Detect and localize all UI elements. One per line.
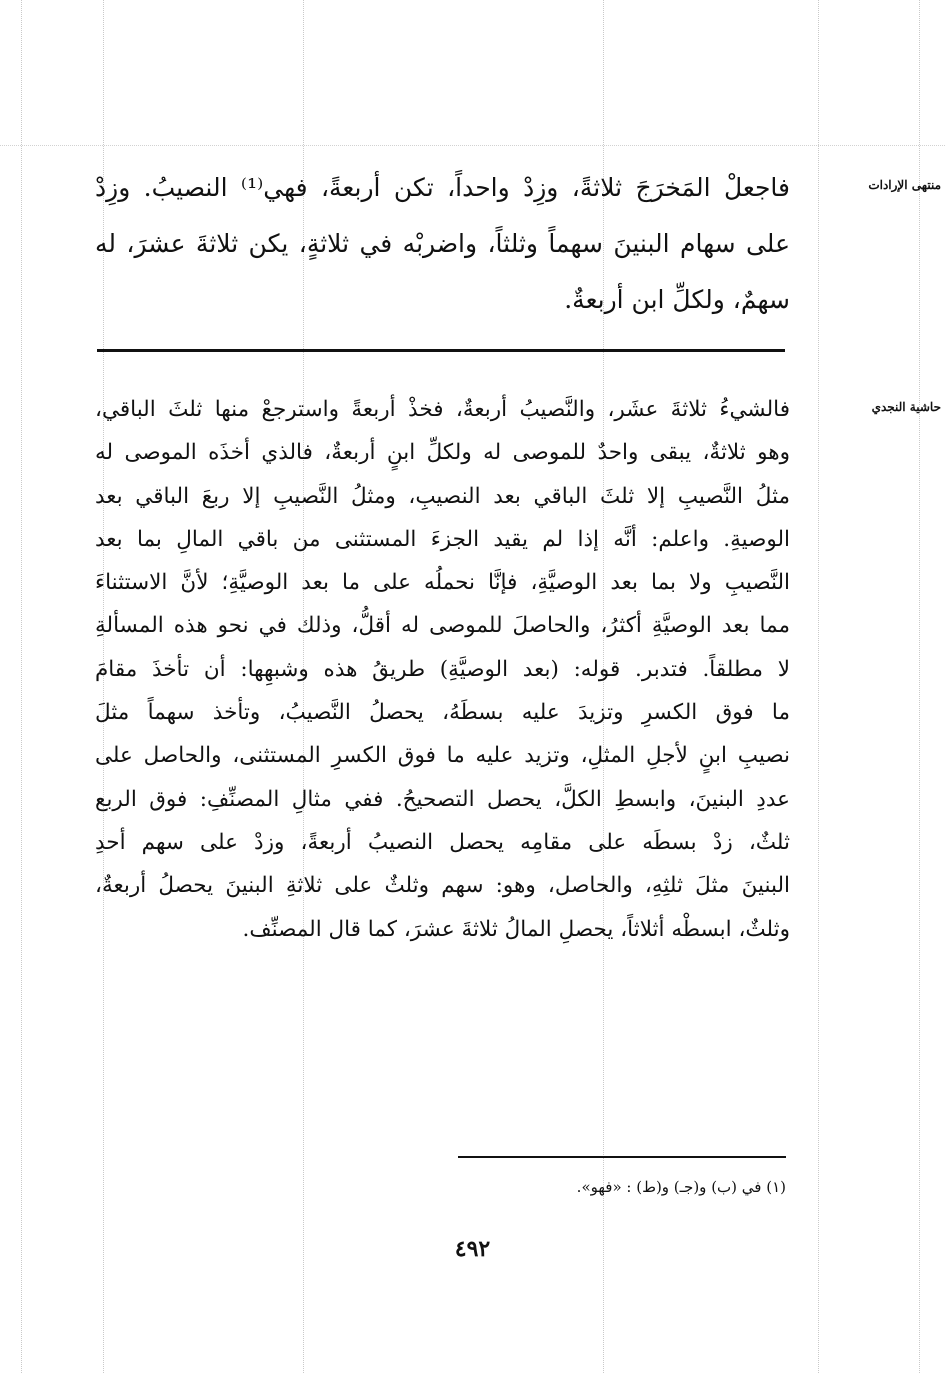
commentary-line: نصيبِ ابنٍ لأجلِ المثلِ، وتزيد عليه ما فوق الكسرِ المستثنى، والحاصل على bbox=[95, 743, 790, 769]
side-label-main: منتهى الإرادات bbox=[868, 178, 941, 192]
commentary-line: وثلثٌ، ابسطْه أثلاثاً، يحصلِ المالُ ثلاثةَ عشرَ، كما قال المصنِّف. bbox=[242, 916, 790, 942]
commentary-text-block bbox=[95, 388, 790, 951]
commentary-line: وهو ثلاثةٌ، يبقى واحدٌ للموصى له ولكلِّ ابنٍ أربعةٌ، فالذي أخذَه الموصى له bbox=[95, 440, 790, 466]
commentary-line: الوصيةِ. واعلم: أنَّه إذا لم يقيد الجزءَ المستثنى من باقي المالِ بما بعد bbox=[95, 526, 790, 552]
main-text-block bbox=[95, 160, 790, 328]
scan-guide bbox=[919, 0, 920, 1373]
main-text-line: سهمٌ، ولكلِّ ابن أربعةٌ. bbox=[564, 285, 790, 314]
commentary-line: البنينَ مثلَ ثلثِهِ، والحاصل، وهو: سهم وثلثٌ على ثلاثةِ البنينَ يحصلُ أربعةٌ، bbox=[95, 873, 790, 899]
commentary-line: لا مطلقاً. فتدبر. قوله: (بعد الوصيَّةِ) طريقُ هذه وشبهِها: أن تأخذَ مقامَ bbox=[95, 656, 790, 682]
footnote: (١) في (ب) و(جـ) و(ط) : «فهو». bbox=[576, 1178, 786, 1196]
side-label-hashiya: حاشية النجدي bbox=[871, 400, 941, 414]
commentary-line: النَّصيبِ ولا بما بعد الوصيَّةِ، فإنَّا نحملُه على ما بعد الوصيَّةِ؛ لأنَّ الاستثناءَ bbox=[95, 570, 790, 596]
scan-guide bbox=[21, 0, 22, 1373]
commentary-line: مثلُ النَّصيبِ إلا ثلثَ الباقي بعد النصيبِ، ومثلُ النَّصيبِ إلا ربعَ الباقي بعد bbox=[95, 483, 790, 509]
main-text-line: فاجعلْ المَخرَجَ ثلاثةً، وزِدْ واحداً، تكن أربعةً، فهي⁽¹⁾ النصيبُ. وزِدْ bbox=[95, 173, 790, 202]
scan-guide bbox=[0, 145, 945, 146]
main-text-line: على سهام البنينَ سهماً وثلثاً، واضربْه في ثلاثةٍ، يكن ثلاثةَ عشرَ، له bbox=[95, 229, 790, 258]
commentary-line: فالشيءُ ثلاثةَ عشَر، والنَّصيبُ أربعةٌ، فخذْ أربعةً واسترجعْ منها ثلثَ الباقي، bbox=[95, 397, 790, 422]
section-divider bbox=[97, 349, 785, 352]
commentary-line: ثلثٌ، زدْ بسطَه على مقامِه يحصل النصيبُ أربعةً، وزدْ على سهم أحدِ bbox=[95, 829, 790, 855]
footnote-divider bbox=[458, 1156, 786, 1158]
commentary-line: عددِ البنينَ، وابسطِ الكلَّ، يحصل التصحيحُ. ففي مثالِ المصنِّفِ: فوق الربع bbox=[95, 786, 790, 812]
page-number: ٤٩٢ bbox=[454, 1236, 491, 1262]
scan-guide bbox=[818, 0, 819, 1373]
commentary-line: ما فوق الكسرِ وتزيدَ عليه بسطَهُ، يحصلُ النَّصيبُ، وتأخذ سهماً مثلَ bbox=[95, 700, 790, 726]
commentary-line: مما بعد الوصيَّةِ أكثرُ، والحاصلَ للموصى له أقلُّ، وذلك في نحو هذه المسألةِ bbox=[95, 613, 790, 639]
